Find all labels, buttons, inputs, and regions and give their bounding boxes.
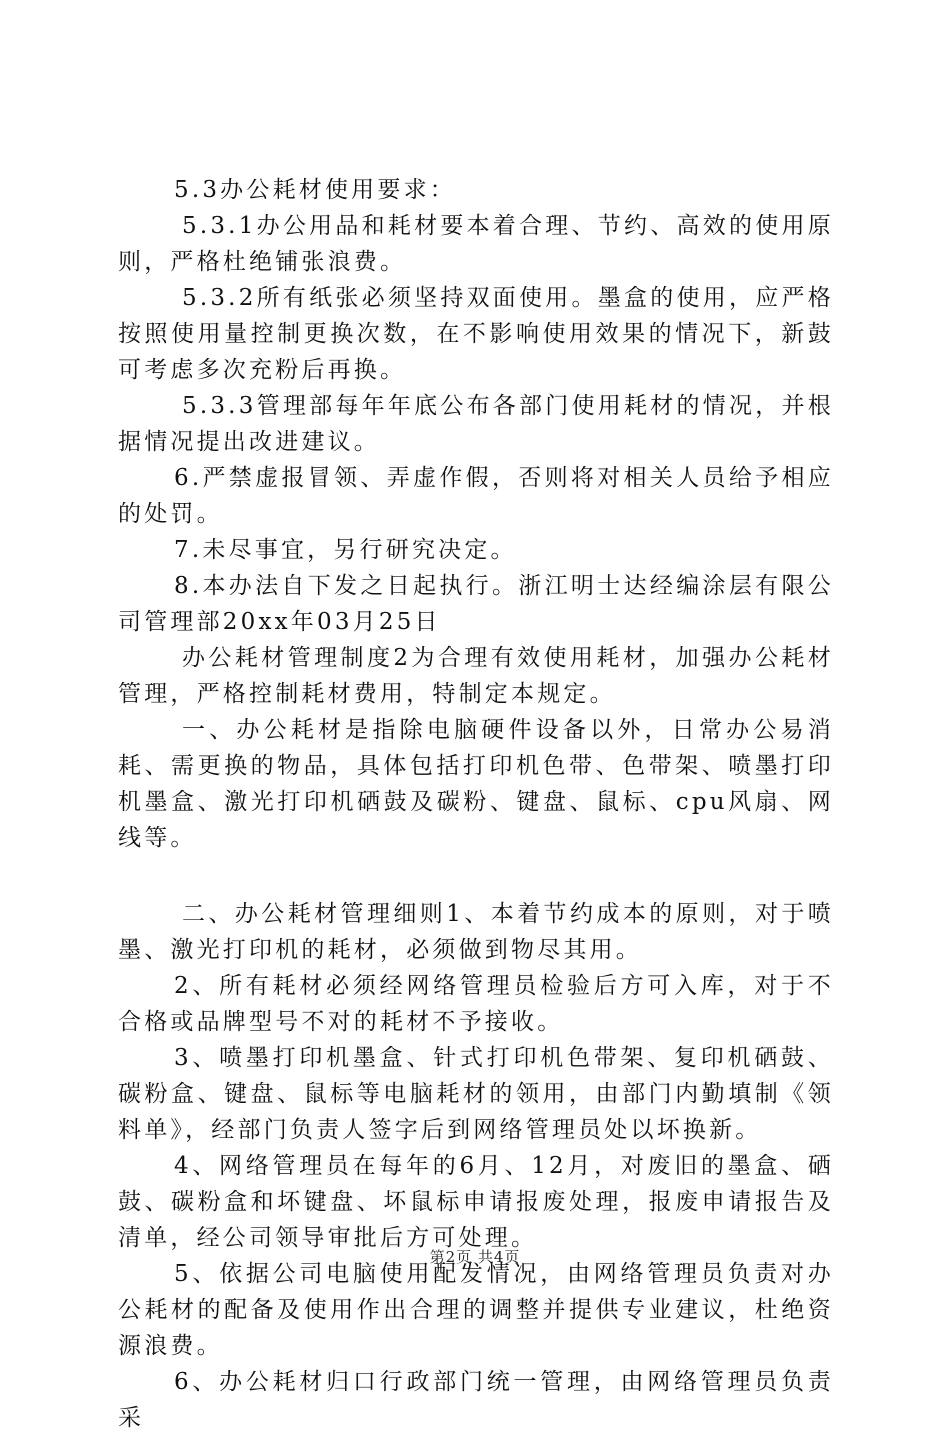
paragraph-spacer [118, 856, 834, 896]
paragraph-part-1: 一、办公耗材是指除电脑硬件设备以外，日常办公易消耗、需更换的物品，具体包括打印机色带、色带架、喷墨打印机墨盒、激光打印机硒鼓及碳粉、键盘、鼠标、cpu风扇、网线等。 [118, 717, 834, 851]
section-heading-5-3: 5.3办公耗材使用要求： [174, 177, 456, 203]
page-footer [0, 1246, 950, 1267]
paragraph-5-3-1: 5.3.1办公用品和耗材要本着合理、节约、高效的使用原则，严格杜绝铺张浪费。 [118, 213, 834, 275]
paragraph-7: 7.未尽事宜，另行研究决定。 [174, 537, 517, 563]
paragraph-item-4: 4、网络管理员在每年的6月、12月，对废旧的墨盒、硒鼓、碳粉盒和坏键盘、坏鼠标申请报废处理，报废申请报告及清单，经公司领导审批后方可处理。 [118, 1153, 834, 1251]
paragraph-5-3-3: 5.3.3管理部每年年底公布各部门使用耗材的情况，并根据情况提出改进建议。 [118, 393, 834, 455]
paragraph-item-6: 6、办公耗材归口行政部门统一管理，由网络管理员负责采 [118, 1369, 834, 1431]
paragraph-6: 6.严禁虚报冒领、弄虚作假，否则将对相关人员给予相应的处罚。 [118, 465, 834, 527]
page-indicator: 第2页 共4页 [429, 1248, 521, 1266]
paragraph-item-2: 2、所有耗材必须经网络管理员检验后方可入库，对于不合格或品牌型号不对的耗材不予接收。 [118, 973, 834, 1035]
paragraph-item-3: 3、喷墨打印机墨盒、针式打印机色带架、复印机硒鼓、碳粉盒、键盘、鼠标等电脑耗材的领用，由部门内勤填制《领料单》，经部门负责人签字后到网络管理员处以坏换新。 [118, 1045, 834, 1143]
paragraph-5-3-2: 5.3.2所有纸张必须坚持双面使用。墨盒的使用，应严格按照使用量控制更换次数，在不影响使用效果的情况下，新鼓可考虑多次充粉后再换。 [118, 285, 834, 383]
paragraph-regulation-2-intro: 办公耗材管理制度2为合理有效使用耗材，加强办公耗材管理，严格控制耗材费用，特制定本规定。 [118, 645, 834, 707]
paragraph-item-5: 5、依据公司电脑使用配发情况，由网络管理员负责对办公耗材的配备及使用作出合理的调整并提供专业建议，杜绝资源浪费。 [118, 1261, 834, 1359]
paragraph-part-2: 二、办公耗材管理细则1、本着节约成本的原则，对于喷墨、激光打印机的耗材，必须做到物尽其用。 [118, 901, 834, 963]
paragraph-8: 8.本办法自下发之日起执行。浙江明士达经编涂层有限公司管理部20xx年03月25日 [118, 573, 834, 635]
